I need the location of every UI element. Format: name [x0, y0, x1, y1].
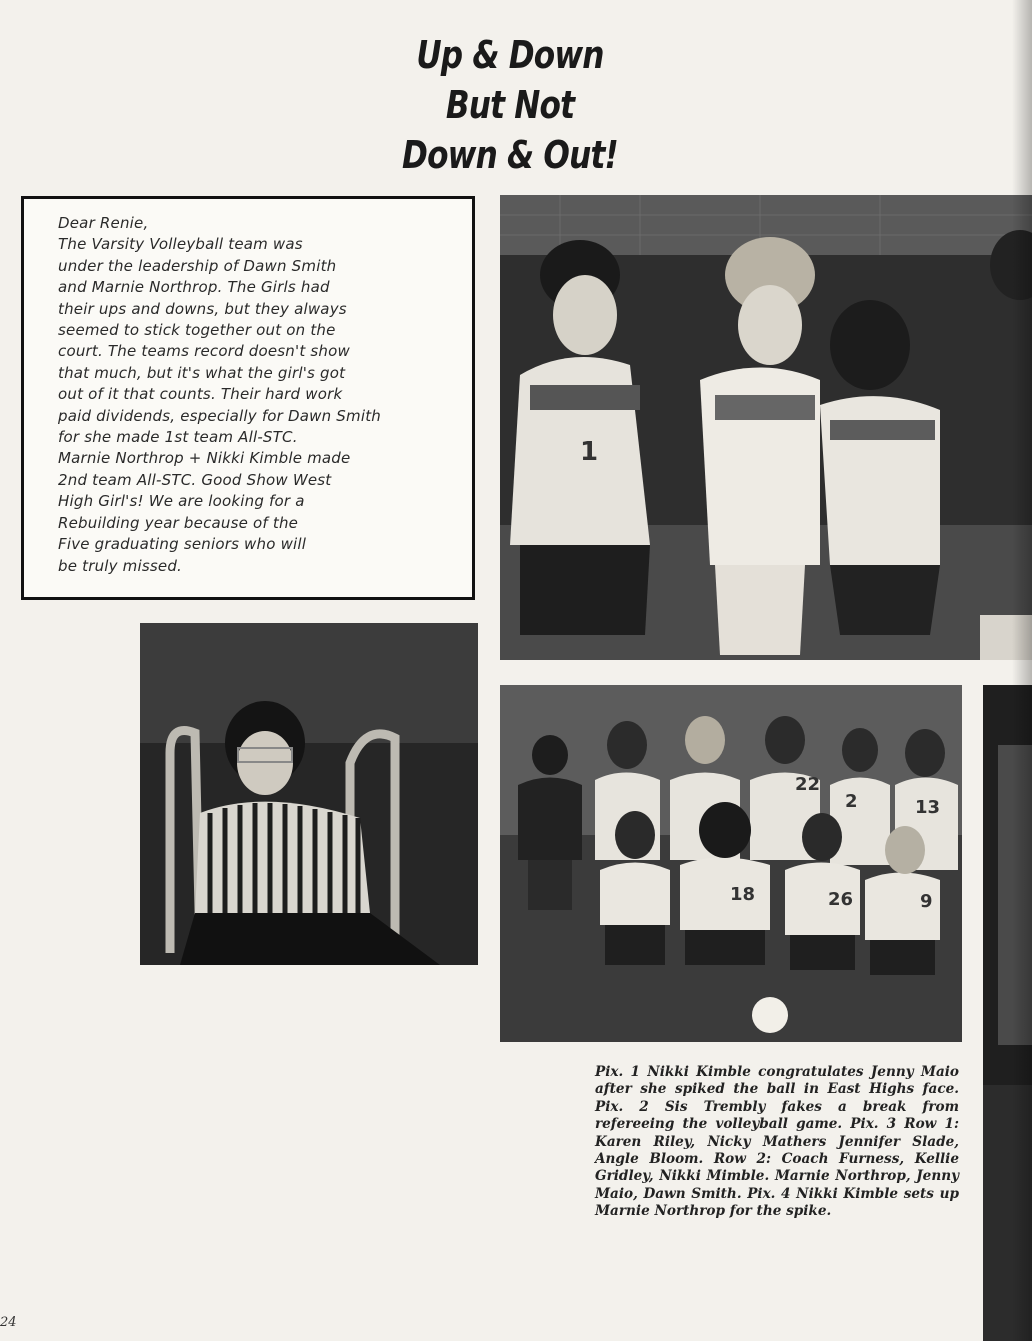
title-line-1: Up & Down — [416, 33, 604, 77]
jersey-number-2: 2 — [845, 791, 858, 812]
jersey-number-1: 1 — [580, 437, 599, 467]
handwritten-letter: Dear Renie, The Varsity Volleyball team was under the leadership of Dawn Smith and Marnie Northrop. The Girls had their ups and downs, but they always seemed to stick together out on the court. The teams record doesn't show that much, but it's what the girl's got out of it that counts. Their hard work paid dividends, especially for Dawn Smith for she made 1st team All-STC. Marnie Northrop + Nikki Kimble made 2nd team All-STC. Good Show West High Girl's! We are looking for a Rebuilding year because of the Five graduating seniors who will be truly missed. — [58, 214, 381, 575]
page-number: 24 — [0, 1315, 17, 1330]
photo-pix-2 — [140, 623, 478, 965]
volleyball-icon — [752, 997, 788, 1033]
page-title — [371, 30, 650, 180]
photo-pix-2-image — [140, 623, 478, 965]
photo-pix-3 — [500, 685, 962, 1042]
title-line-3: Down & Out! — [402, 133, 618, 177]
jersey-number-26: 26 — [828, 889, 854, 910]
handwritten-letter-box — [21, 196, 475, 600]
photo-pix-1 — [500, 195, 1032, 660]
binding-shadow — [1012, 0, 1032, 1341]
photo-pix-1-image — [500, 195, 1032, 660]
jersey-number-18: 18 — [730, 884, 756, 905]
photo-pix-3-image — [500, 685, 962, 1042]
title-line-2: But Not — [445, 83, 575, 127]
jersey-number-13: 13 — [915, 797, 941, 818]
jersey-number-22: 22 — [795, 774, 821, 795]
photo-caption: Pix. 1 Nikki Kimble congratulates Jenny Maio after she spiked the ball in East Highs face. Pix. 2 Sis Trembly fakes a break from refereeing the volleyball game. Pix. 3 Row 1: Karen Riley, Nicky Mathers Jennifer Slade, Angle Bloom. Row 2: Coach Furness, Kellie Gridley, Nikki Mimble. Marnie Northrop, Jenny Maio, Dawn Smith. Pix. 4 Nikki Kimble sets up Marnie Northrop for the spike. — [595, 1064, 959, 1220]
jersey-number-9: 9 — [920, 891, 933, 912]
